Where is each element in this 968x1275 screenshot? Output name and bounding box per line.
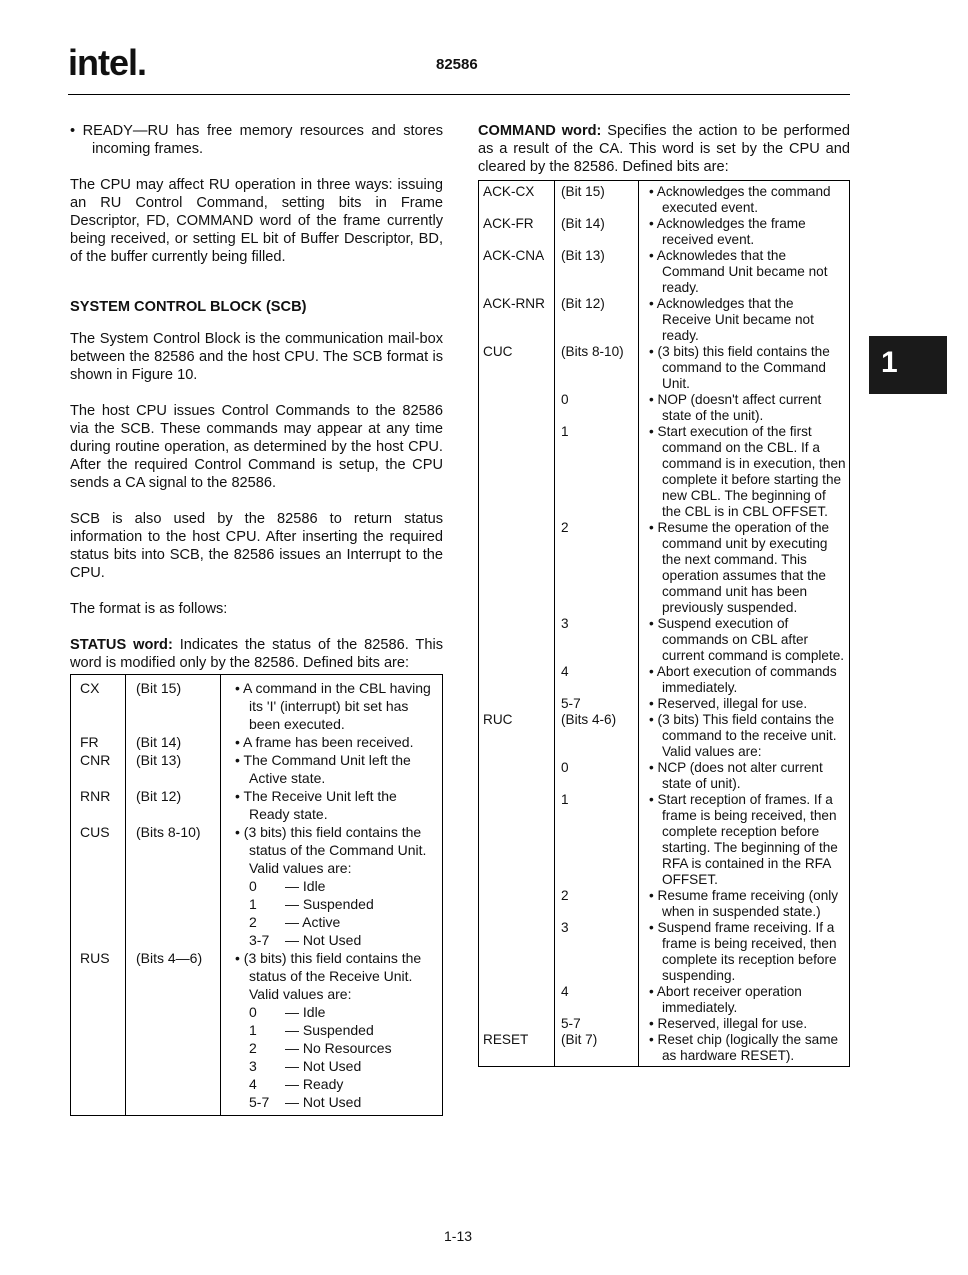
- field-name: ACK-RNR: [479, 296, 555, 344]
- document-number: 82586: [436, 56, 478, 73]
- field-name: CX: [71, 675, 126, 734]
- field-name: ACK-FR: [479, 216, 555, 248]
- field-description: [221, 823, 443, 949]
- status-word-table: [70, 674, 443, 1116]
- field-name: RESET: [479, 1032, 555, 1067]
- field-bits: 2: [555, 520, 639, 616]
- field-description: [221, 675, 443, 734]
- value-code: 4: [249, 1076, 257, 1092]
- table-row: [71, 675, 443, 734]
- value-meaning: — Active: [285, 914, 341, 930]
- field-bits: (Bits 8-10): [555, 344, 639, 392]
- description-text: • NOP (doesn't affect current state of the unit).: [649, 392, 822, 423]
- field-name: CNR: [71, 751, 126, 787]
- table-row: [479, 616, 850, 664]
- value-code: 3-7: [249, 932, 270, 948]
- value-code: 2: [249, 1040, 257, 1056]
- valid-values: [235, 877, 438, 949]
- field-description: [639, 984, 850, 1016]
- value-meaning: — Not Used: [285, 1058, 362, 1074]
- field-description: [639, 760, 850, 792]
- field-bits: (Bit 7): [555, 1032, 639, 1067]
- value-code: 0: [249, 878, 257, 894]
- field-description: [221, 949, 443, 1116]
- field-name: [479, 920, 555, 984]
- field-bits: 0: [555, 760, 639, 792]
- field-bits: (Bits 8-10): [126, 823, 221, 949]
- table-row: [479, 792, 850, 888]
- field-bits: (Bits 4—6): [126, 949, 221, 1116]
- description-text: • Start execution of the first command on the CBL. If a command is in execution, then complete it before starting the new CBL. The beginning of the CBL is in CBL OFFSET.: [649, 424, 846, 519]
- value-code: 2: [249, 914, 257, 930]
- table-row: [479, 712, 850, 760]
- value-row: [249, 1021, 438, 1039]
- description-text: • Reserved, illegal for use.: [649, 1016, 808, 1031]
- description-text: • Abort execution of commands immediately.: [649, 664, 837, 695]
- field-bits: (Bit 15): [126, 675, 221, 734]
- field-description: [639, 1032, 850, 1067]
- field-bits: 3: [555, 616, 639, 664]
- table-row: [71, 823, 443, 949]
- field-name: ACK-CX: [479, 181, 555, 217]
- scb-paragraph-3: SCB is also used by the 82586 to return status information to the host CPU. After inserting the required status bits into SCB, the 82586 issues an Interrupt to the CPU.: [70, 511, 443, 581]
- intel-logo: intel.: [68, 42, 147, 83]
- value-code: 1: [249, 1022, 257, 1038]
- table-row: [71, 751, 443, 787]
- value-row: [249, 877, 438, 895]
- table-row: [479, 296, 850, 344]
- field-bits: (Bit 13): [126, 751, 221, 787]
- description-text: • Suspend execution of commands on CBL after current command is complete.: [649, 616, 845, 663]
- field-name: CUS: [71, 823, 126, 949]
- description-text: • Acknowledges the command executed event.: [649, 184, 831, 215]
- field-description: [639, 1016, 850, 1032]
- description-text: • (3 bits) this field contains the status of the Command Unit.: [235, 824, 427, 858]
- table-row: [479, 888, 850, 920]
- description-text: • (3 bits) this field contains the status of the Receive Unit. Valid values are:: [235, 950, 422, 1002]
- field-description: [639, 216, 850, 248]
- value-code: 5-7: [249, 1094, 270, 1110]
- table-row: [479, 664, 850, 696]
- table-row: [479, 1016, 850, 1032]
- field-bits: 5-7: [555, 1016, 639, 1032]
- field-description: [639, 248, 850, 296]
- field-bits: 4: [555, 984, 639, 1016]
- field-name: [479, 520, 555, 616]
- field-bits: (Bit 12): [555, 296, 639, 344]
- field-name: RUS: [71, 949, 126, 1116]
- valid-values-label: Valid values are:: [249, 860, 352, 876]
- cpu-affect-paragraph: The CPU may affect RU operation in three ways: issuing an RU Control Command, setting bits in Frame Descriptor, FD, COMMAND word of the frame currently being received, or setting EL bit of Buffer Descriptor, BD, of the buffer currently being filled.: [70, 177, 443, 265]
- field-bits: (Bit 13): [555, 248, 639, 296]
- field-name: [479, 888, 555, 920]
- field-bits: 4: [555, 664, 639, 696]
- table-row: [479, 216, 850, 248]
- description-text: • A command in the CBL having its 'I' (interrupt) bit set has been executed.: [235, 680, 431, 732]
- description-text: • Acknowledges that the Receive Unit became not ready.: [649, 296, 814, 343]
- value-row: [249, 931, 438, 949]
- value-code: 0: [249, 1004, 257, 1020]
- value-row: [249, 895, 438, 913]
- value-row: [249, 1039, 438, 1057]
- table-row: [71, 787, 443, 823]
- value-meaning: — Idle: [285, 1004, 326, 1020]
- field-bits: (Bits 4-6): [555, 712, 639, 760]
- field-bits: 3: [555, 920, 639, 984]
- field-description: [639, 792, 850, 888]
- table-row: [479, 520, 850, 616]
- field-description: [639, 696, 850, 712]
- field-name: [479, 616, 555, 664]
- value-meaning: — Ready: [285, 1076, 344, 1092]
- description-text: • Reset chip (logically the same as hardware RESET).: [649, 1032, 839, 1063]
- table-row: [479, 984, 850, 1016]
- right-column: [478, 122, 850, 1067]
- scb-paragraph-1: The System Control Block is the communication mail-box between the 82586 and the host CPU. The SCB format is shown in Figure 10.: [70, 331, 443, 383]
- value-code: 3: [249, 1058, 257, 1074]
- description-text: • The Command Unit left the Active state.: [235, 752, 411, 786]
- table-row: [479, 696, 850, 712]
- header-rule: [68, 94, 850, 95]
- table-row: [71, 949, 443, 1116]
- table-row: [479, 1032, 850, 1067]
- field-bits: 1: [555, 424, 639, 520]
- field-description: [639, 296, 850, 344]
- page-number: 1-13: [444, 1228, 473, 1244]
- description-text: • The Receive Unit left the Ready state.: [235, 788, 397, 822]
- field-description: [639, 616, 850, 664]
- value-row: [249, 913, 438, 931]
- field-description: [639, 520, 850, 616]
- table-row: [479, 248, 850, 296]
- command-word-label: COMMAND word:: [478, 123, 602, 139]
- description-text: • Acknowledes that the Command Unit became not ready.: [649, 248, 828, 295]
- description-text: • Abort receiver operation immediately.: [649, 984, 802, 1015]
- value-meaning: — Suspended: [285, 896, 374, 912]
- description-text: • (3 bits) this field contains the command to the Command Unit.: [649, 344, 830, 391]
- table-row: [479, 392, 850, 424]
- description-text: • (3 bits) This field contains the command to the receive unit. Valid values are:: [649, 712, 837, 759]
- value-code: 1: [249, 896, 257, 912]
- scb-paragraph-2: The host CPU issues Control Commands to the 82586 via the SCB. These commands may appear at any time during routine operation, as determined by the host CPU. After the required Control Command is setup, the CPU sends a CA signal to the 82586.: [70, 403, 443, 491]
- value-meaning: — Idle: [285, 878, 326, 894]
- field-description: [639, 888, 850, 920]
- description-text: • Resume the operation of the command unit by executing the next command. This operation assumes that the command unit has been previously suspended.: [649, 520, 830, 615]
- value-meaning: — No Resources: [285, 1040, 392, 1056]
- field-description: [221, 751, 443, 787]
- ready-bullet: • READY—RU has free memory resources and stores incoming frames.: [70, 123, 443, 157]
- status-word-label: STATUS word:: [70, 637, 173, 653]
- description-text: • Acknowledges the frame received event.: [649, 216, 806, 247]
- scb-heading: SYSTEM CONTROL BLOCK (SCB): [70, 299, 307, 315]
- table-row: [71, 733, 443, 751]
- field-name: [479, 1016, 555, 1032]
- command-word-paragraph: [478, 122, 850, 176]
- field-name: [479, 984, 555, 1016]
- description-text: • Suspend frame receiving. If a frame is being received, then complete its reception before suspending.: [649, 920, 837, 983]
- value-meaning: — Not Used: [285, 1094, 362, 1110]
- field-description: [639, 344, 850, 392]
- description-text: • NCP (does not alter current state of unit).: [649, 760, 823, 791]
- field-bits: 2: [555, 888, 639, 920]
- field-bits: (Bit 14): [126, 733, 221, 751]
- field-name: RUC: [479, 712, 555, 760]
- field-description: [221, 733, 443, 751]
- status-word-text: Indicates the status of the 82586. This word is modified only by the 82586. Defined bits are:: [70, 637, 443, 671]
- value-row: [249, 1057, 438, 1075]
- section-tab: 1: [869, 336, 947, 394]
- field-name: [479, 664, 555, 696]
- field-name: [479, 696, 555, 712]
- field-name: [479, 792, 555, 888]
- field-bits: (Bit 12): [126, 787, 221, 823]
- field-bits: 0: [555, 392, 639, 424]
- format-paragraph: The format is as follows:: [70, 601, 228, 617]
- field-bits: (Bit 14): [555, 216, 639, 248]
- field-description: [639, 920, 850, 984]
- field-bits: (Bit 15): [555, 181, 639, 217]
- table-row: [479, 920, 850, 984]
- table-row: [479, 760, 850, 792]
- field-description: [221, 787, 443, 823]
- value-meaning: — Not Used: [285, 932, 362, 948]
- field-bits: 1: [555, 792, 639, 888]
- command-word-table: [478, 180, 850, 1067]
- field-description: [639, 181, 850, 217]
- value-row: [249, 1003, 438, 1021]
- table-row: [479, 344, 850, 392]
- description-text: • A frame has been received.: [235, 734, 414, 750]
- value-row: [249, 1093, 438, 1111]
- left-column: [70, 122, 443, 1116]
- valid-values: [235, 1003, 438, 1111]
- field-description: [639, 712, 850, 760]
- field-name: ACK-CNA: [479, 248, 555, 296]
- status-word-paragraph: [70, 636, 443, 672]
- table-row: [479, 181, 850, 217]
- description-text: • Resume frame receiving (only when in suspended state.): [649, 888, 839, 919]
- field-name: RNR: [71, 787, 126, 823]
- field-bits: 5-7: [555, 696, 639, 712]
- field-name: [479, 424, 555, 520]
- table-row: [479, 424, 850, 520]
- value-row: [249, 1075, 438, 1093]
- field-name: CUC: [479, 344, 555, 392]
- field-description: [639, 424, 850, 520]
- field-name: FR: [71, 733, 126, 751]
- field-description: [639, 664, 850, 696]
- field-name: [479, 392, 555, 424]
- field-description: [639, 392, 850, 424]
- value-meaning: — Suspended: [285, 1022, 374, 1038]
- field-name: [479, 760, 555, 792]
- command-word-text: Specifies the action to be performed as a result of the CA. This word is set by the CPU and cleared by the 82586. Defined bits are:: [478, 123, 850, 175]
- description-text: • Start reception of frames. If a frame is being received, then complete reception before starting. The beginning of the RFA is contained in the RFA OFFSET.: [649, 792, 838, 887]
- description-text: • Reserved, illegal for use.: [649, 696, 808, 711]
